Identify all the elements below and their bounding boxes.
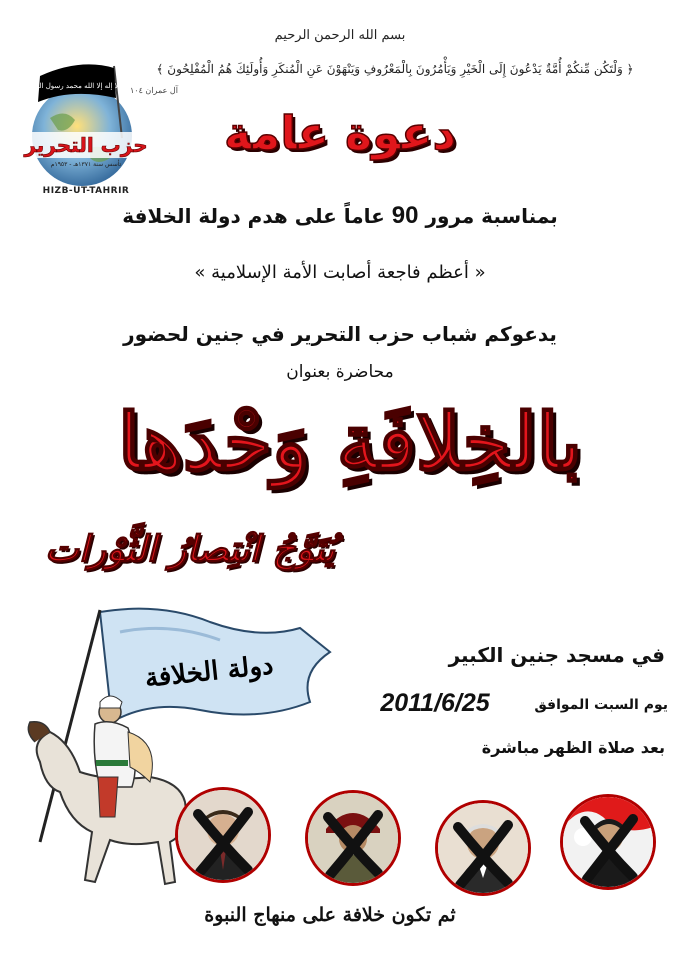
event-time: بعد صلاة الظهر مباشرة (481, 738, 665, 757)
quran-verse: ﴿ وَلْتَكُن مِّنكُمْ أُمَّةٌ يَدْعُونَ إِلَى الْخَيْرِ وَيَأْمُرُونَ بِالْمَعْرُوفِ وَيَنْهَوْنَ عَنِ الْمُنكَرِ وَأُولَئِكَ هُمُ الْمُفْلِحُونَ ﴾ (156, 62, 634, 76)
logo-name: حزب التحرير (24, 133, 148, 157)
crossed-portrait-2 (435, 800, 531, 896)
flag-text: لا إله إلا الله محمد رسول الله (33, 82, 119, 90)
event-day: يوم السبت الموافق (534, 697, 668, 713)
footer-slogan: ثم تكون خلافة على منهاج النبوة (204, 904, 456, 926)
occasion-suffix: عاماً على هدم دولة الخلافة (122, 204, 385, 228)
banner-text: دولة الخلافة (143, 650, 275, 694)
invitation-line: يدعوكم شباب حزب التحرير في جنين لحضور (123, 322, 557, 346)
occasion-line (40, 202, 640, 230)
basmala: بسم الله الرحمن الرحيم (274, 28, 406, 43)
tragedy-quote: « أعظم فاجعة أصابت الأمة الإسلامية » (194, 262, 486, 283)
crossed-portrait-1 (560, 794, 656, 890)
years-count: 90 (391, 202, 419, 229)
hizb-ut-tahrir-logo (10, 58, 160, 198)
logo-founded: تأسس سنة ١٣٧١هـ - ١٩٥٣م (50, 161, 122, 168)
logo-caption: HIZB-UT-TAHRIR (42, 186, 130, 196)
lecture-headline: بالخِلافَةِ وَحْدَها (117, 397, 583, 488)
crossed-portrait-3 (305, 790, 401, 886)
lecture-subheadline: يُتَوَّجُ انْتِصارُ الثَّوْرات (45, 528, 335, 570)
invitation-title: دعوة عامة (223, 106, 457, 160)
occasion-prefix: بمناسبة مرور (425, 204, 558, 228)
lecture-intro: محاضرة بعنوان (286, 362, 394, 382)
crossed-portrait-4 (175, 787, 271, 883)
verse-reference: آل عمران ١٠٤ (130, 86, 178, 95)
event-date: 2011/6/25 (380, 689, 490, 717)
event-location: في مسجد جنين الكبير (448, 643, 665, 667)
